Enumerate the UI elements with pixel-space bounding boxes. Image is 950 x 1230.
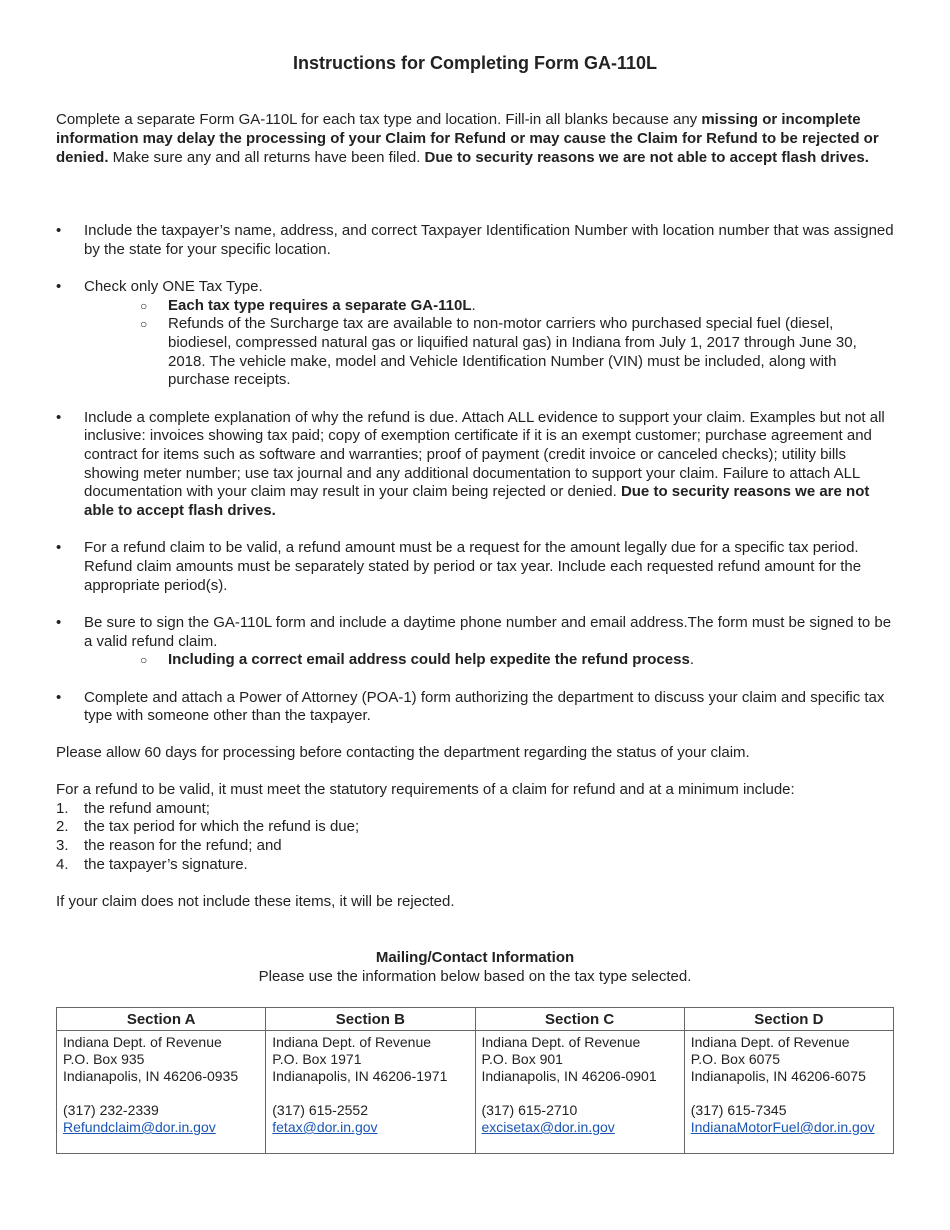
list-text: the reason for the refund; and — [84, 837, 282, 855]
list-item — [56, 837, 896, 856]
bullet-text: Complete and attach a Power of Attorney (POA-1) form authorizing the department to discuss your claim and specific tax type with someone other than the taxpayer. — [84, 688, 885, 725]
bullet-text: Check only ONE Tax Type. — [84, 277, 263, 295]
section-b-header: Section B — [266, 1008, 475, 1031]
intro-bold-1: missing or incomplete information may delay the processing of your Claim for Refund or may cause the Claim for Refund to be rejected or denied. — [56, 111, 879, 166]
sub-bullet-circle: ○ — [140, 317, 148, 332]
email-link[interactable]: fetax@dor.in.gov — [272, 1119, 378, 1135]
sub-bullet-end: . — [689, 651, 694, 669]
sub-bullet-circle: ○ — [140, 298, 148, 313]
page-title: Instructions for Completing Form GA-110L — [292, 53, 658, 73]
phone-number: (317) 615-7345 — [690, 1102, 787, 1118]
po-box: P.O. Box 935 — [63, 1051, 145, 1067]
mailing-subtitle: Please use the information below based on the tax type selected. — [258, 968, 692, 985]
section-a-header: Section A — [57, 1008, 266, 1031]
phone-number: (317) 615-2552 — [272, 1102, 368, 1118]
bullet-dot: • — [56, 277, 62, 295]
list-text: the refund amount; — [84, 799, 210, 817]
sub-bullet-email — [84, 651, 896, 670]
section-c-header: Section C — [475, 1008, 684, 1031]
section-d-header: Section D — [684, 1008, 893, 1031]
bullet-dot: • — [56, 688, 62, 706]
phone-number: (317) 615-2710 — [481, 1102, 578, 1118]
org-name: Indiana Dept. of Revenue — [690, 1034, 850, 1050]
list-number: 3. — [56, 837, 69, 855]
section-d-cell — [684, 1031, 893, 1154]
requirements-lead: For a refund to be valid, it must meet the statutory requirements of a claim for refund and at a minimum include: — [56, 781, 795, 798]
bullet-text: For a refund claim to be valid, a refund amount must be a request for the amount legally due for a specific tax period. Refund claim amounts must be separately stated by period or tax year. Include each requested refund amount for the appropriate period(s). — [84, 539, 862, 594]
list-item — [56, 856, 896, 875]
sub-bullet-separate-form — [84, 297, 896, 316]
email-link[interactable]: excisetax@dor.in.gov — [481, 1119, 615, 1135]
sub-bullet-circle: ○ — [140, 653, 148, 668]
list-text: the tax period for which the refund is due; — [84, 818, 360, 836]
table-header-row — [57, 1008, 894, 1031]
intro-bold-2: Due to security reasons we are not able to accept flash drives. — [424, 149, 869, 166]
bullet-poa — [56, 689, 896, 726]
bullet-sign-form — [56, 614, 896, 670]
bullet-text: Include the taxpayer’s name, address, and correct Taxpayer Identification Number with location number that was assigned by the state for your specific location. — [84, 222, 894, 258]
po-box: P.O. Box 1971 — [272, 1051, 362, 1067]
bullet-dot: • — [56, 408, 62, 426]
city-zip: Indianapolis, IN 46206-0901 — [481, 1068, 657, 1084]
bullet-bold: Due to security reasons we are not able to accept flash drives. — [84, 483, 870, 520]
section-a-cell — [57, 1031, 266, 1154]
city-zip: Indianapolis, IN 46206-6075 — [690, 1068, 866, 1084]
intro-text-2: Make sure any and all returns have been filed. — [108, 149, 425, 166]
bullet-taxpayer-info — [56, 222, 896, 259]
intro-paragraph — [56, 110, 896, 167]
intro-text-1: Complete a separate Form GA-110L for each tax type and location. Fill-in all blanks because any — [56, 111, 702, 128]
sub-bullet-bold: Each tax type requires a separate GA-110L — [168, 296, 472, 314]
section-c-cell — [475, 1031, 684, 1154]
list-text: the taxpayer’s signature. — [84, 855, 248, 873]
city-zip: Indianapolis, IN 46206-0935 — [63, 1068, 239, 1084]
list-number: 4. — [56, 855, 69, 873]
po-box: P.O. Box 901 — [481, 1051, 563, 1067]
section-b-cell — [266, 1031, 475, 1154]
instruction-bullets — [56, 222, 896, 744]
org-name: Indiana Dept. of Revenue — [63, 1034, 222, 1050]
sub-bullet-text: Refunds of the Surcharge tax are available to non-motor carriers who purchased special fuel (diesel, biodiesel, compressed natural gas or liquified natural gas) in Indiana from July 1, 2017 through June 30, 2018. The vehicle make, model and Vehicle Identification Number (VIN) must be included, along with purchase receipts. — [168, 315, 857, 389]
org-name: Indiana Dept. of Revenue — [481, 1034, 641, 1050]
rejection-note: If your claim does not include these items, it will be rejected. — [56, 893, 455, 910]
list-number: 1. — [56, 799, 69, 817]
list-item — [56, 818, 896, 837]
processing-time-note: Please allow 60 days for processing before contacting the department regarding the status of your claim. — [56, 744, 750, 761]
email-link[interactable]: Refundclaim@dor.in.gov — [63, 1119, 216, 1135]
sub-bullet-end: . — [471, 296, 476, 314]
po-box: P.O. Box 6075 — [690, 1051, 780, 1067]
city-zip: Indianapolis, IN 46206-1971 — [272, 1068, 448, 1084]
bullet-explanation — [56, 409, 896, 521]
org-name: Indiana Dept. of Revenue — [272, 1034, 432, 1050]
contact-table — [56, 1007, 894, 1154]
bullet-tax-type — [56, 278, 896, 390]
mailing-title: Mailing/Contact Information — [375, 949, 575, 966]
sub-bullet-bold: Including a correct email address could help expedite the refund process — [168, 651, 690, 669]
bullet-text: Include a complete explanation of why the refund is due. Attach ALL evidence to support your claim. Examples but not all inclusive: invoices showing tax paid; copy of exemption certificate if it is an exempt customer; purchase agreement and contract for items such as software and warranties; proof of payment (credit invoice or canceled checks); utility bills showing meter number; use tax journal and any additional documentation to support your claim. Failure to attach ALL documentation with your claim may result in your claim being rejected or denied. — [84, 408, 885, 501]
list-number: 2. — [56, 818, 69, 836]
email-link[interactable]: IndianaMotorFuel@dor.in.gov — [690, 1119, 875, 1135]
bullet-dot: • — [56, 613, 62, 631]
bullet-refund-amount — [56, 539, 896, 595]
bullet-dot: • — [56, 222, 62, 239]
bullet-dot: • — [56, 539, 62, 557]
table-row — [57, 1031, 894, 1154]
list-item — [56, 800, 896, 819]
bullet-text: Be sure to sign the GA-110L form and include a daytime phone number and email address.The form must be signed to be a valid refund claim. — [84, 613, 892, 650]
requirements-block — [56, 781, 896, 875]
sub-bullet-surcharge — [84, 315, 896, 390]
phone-number: (317) 232-2339 — [63, 1102, 159, 1118]
